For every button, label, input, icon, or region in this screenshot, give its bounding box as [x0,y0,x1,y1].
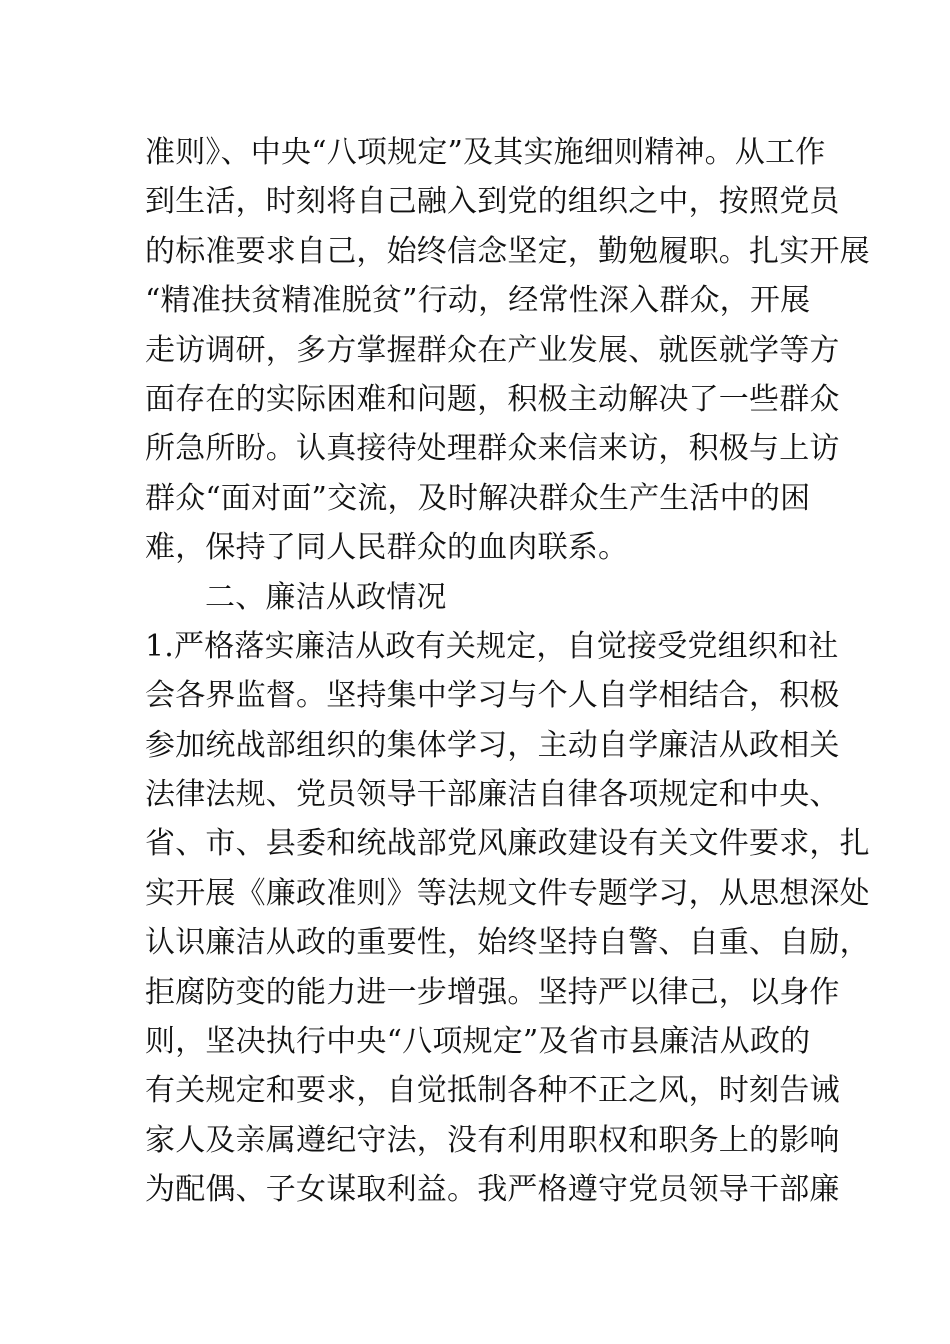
section-paragraph-line: 认识廉洁从政的重要性，始终坚持自警、自重、自励， [145,925,870,961]
paragraph-line: 所急所盼。认真接待处理群众来信来访，积极与上访 [145,431,840,467]
section-paragraph-line: 会各界监督。坚持集中学习与个人自学相结合，积极 [145,678,840,714]
paragraph-line: 准则》、中央“八项规定”及其实施细则精神。从工作 [145,135,826,170]
section-paragraph-line: 为配偶、子女谋取利益。我严格遵守党员领导干部廉 [145,1172,840,1208]
document-body [145,128,870,1215]
section-heading: 二、廉洁从政情况 [205,579,447,615]
paragraph-line: 走访调研，多方掌握群众在产业发展、就医就学等方 [145,332,840,368]
paragraph-line: 面存在的实际困难和问题，积极主动解决了一些群众 [145,381,840,417]
paragraph-line: “精准扶贫精准脱贫”行动，经常性深入群众，开展 [145,283,811,319]
section-paragraph-line: 则，坚决执行中央“八项规定”及省市县廉洁从政的 [145,1024,811,1060]
section-paragraph-line: 省、市、县委和统战部党风廉政建设有关文件要求，扎 [145,826,870,862]
section-paragraph-line: 实开展《廉政准则》等法规文件专题学习，从思想深处 [145,875,870,911]
section-paragraph-line: 家人及亲属遵纪守法，没有利用职权和职务上的影响 [145,1122,840,1158]
section-paragraph-line: 法律法规、党员领导干部廉洁自律各项规定和中央、 [145,777,840,813]
section-paragraph-line: 1.严格落实廉洁从政有关规定，自觉接受党组织和社 [145,628,839,664]
paragraph-line: 到生活，时刻将自己融入到党的组织之中，按照党员 [145,184,840,220]
paragraph-line: 的标准要求自己，始终信念坚定，勤勉履职。扎实开展 [145,233,870,269]
section-paragraph-line: 有关规定和要求，自觉抵制各种不正之风，时刻告诫 [145,1073,840,1109]
paragraph-line: 难，保持了同人民群众的血肉联系。 [145,530,629,566]
section-paragraph-line: 参加统战部组织的集体学习，主动自学廉洁从政相关 [145,727,840,763]
section-paragraph-line: 拒腐防变的能力进一步增强。坚持严以律己，以身作 [145,974,840,1010]
paragraph-line: 群众“面对面”交流，及时解决群众生产生活中的困 [145,480,811,516]
